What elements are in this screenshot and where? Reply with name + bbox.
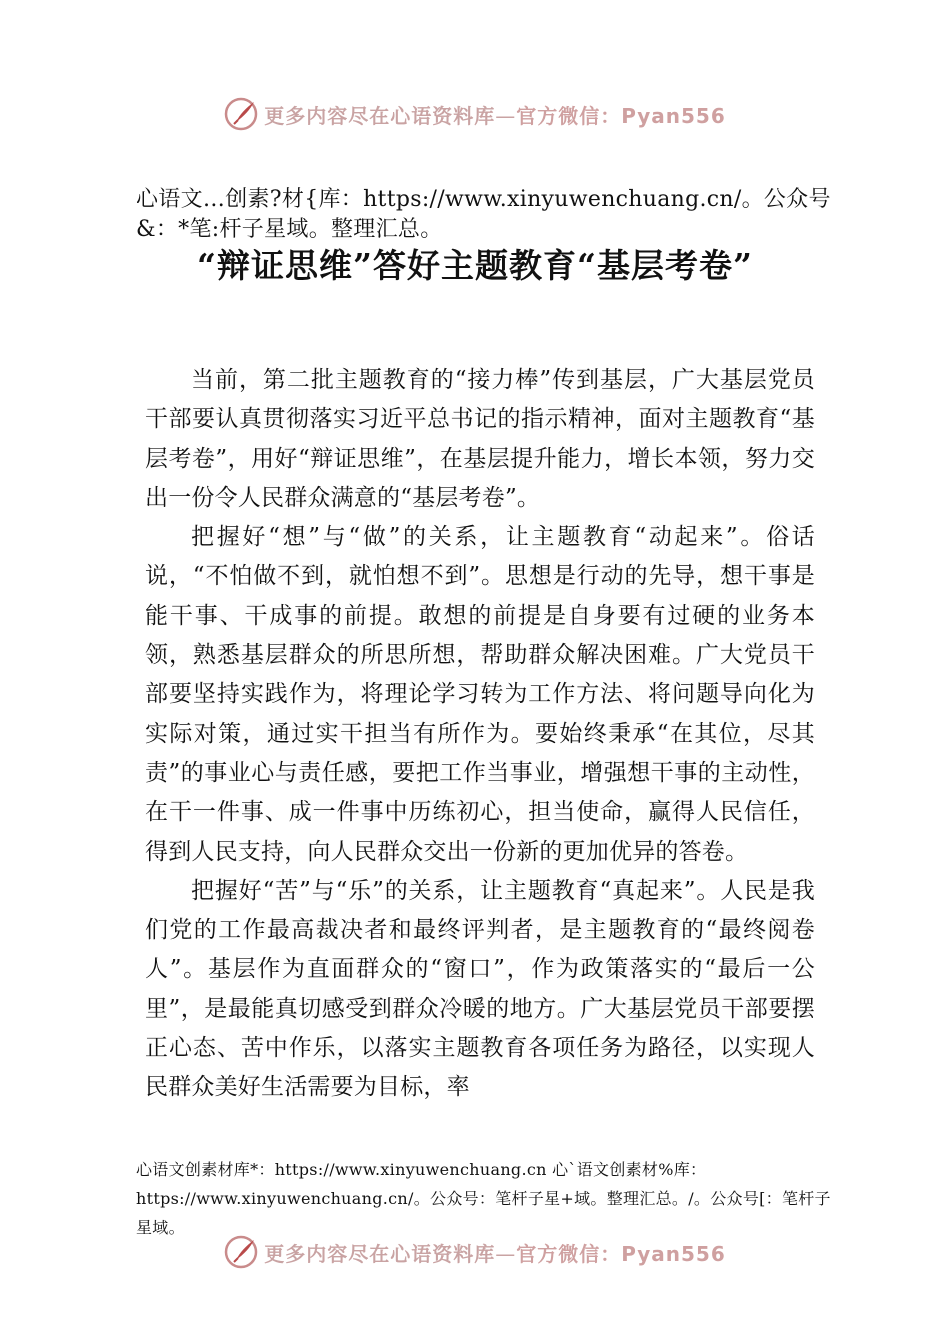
paragraph-3: 把握好“苦”与“乐”的关系，让主题教育“真起来”。人民是我们党的工作最高裁决者和最终评判者，是主题教育的“最终阅卷人”。基层作为直面群众的“窗口”，作为政策落实的“最后一公里”，是最能真切感受到群众冷暖的地方。广大基层党员干部要摆正心态、苦中作乐，以落实主题教育各项任务为路径，以实现人民群众美好生活需要为目标，率 — [145, 877, 815, 1101]
quill-logo-icon — [224, 1234, 260, 1270]
source-note-footer: 心语文创素材库*：https://www.xinyuwenchuang.cn 心`语文创素材%库：https://www.xinyuwenchuang.cn/。公众号：笔杆子星+域。整理汇总。/。公众号[：笔杆子星域。 — [136, 1160, 831, 1237]
watermark-wechat-label: 官方微信： — [516, 103, 622, 128]
watermark-wechat-label: 官方微信： — [516, 1241, 622, 1266]
watermark-site: 更多内容尽在心语资料库 — [264, 103, 496, 128]
watermark-text — [264, 1238, 726, 1267]
article-body — [145, 361, 815, 1108]
watermark-text — [264, 100, 726, 129]
watermark-dash: — — [495, 103, 517, 128]
top-watermark-banner — [0, 94, 950, 134]
watermark-site: 更多内容尽在心语资料库 — [264, 1241, 496, 1266]
document-title: “辩证思维”答好主题教育“基层考卷” — [197, 246, 753, 285]
watermark-wechat-id: Pyan556 — [621, 103, 726, 128]
bottom-watermark-banner — [0, 1232, 950, 1272]
quill-logo-icon — [224, 96, 260, 132]
paragraph-2: 把握好“想”与“做”的关系，让主题教育“动起来”。俗话说，“不怕做不到，就怕想不到”。思想是行动的先导，想干事是能干事、干成事的前提。敢想的前提是自身要有过硬的业务本领，熟悉基层群众的所思所想，帮助群众解决困难。广大党员干部要坚持实践作为，将理论学习转为工作方法、将问题导向化为实际对策，通过实干担当有所作为。要始终秉承“在其位，尽其责”的事业心与责任感，要把工作当事业，增强想干事的主动性，在干一件事、成一件事中历练初心，担当使命，赢得人民信任，得到人民支持，向人民群众交出一份新的更加优异的答卷。 — [145, 524, 815, 865]
watermark-wechat-id: Pyan556 — [621, 1241, 726, 1266]
watermark-dash: — — [495, 1241, 517, 1266]
source-note-header: 心语文…创素?材{库：https://www.xinyuwenchuang.cn/。公众号&：*笔:杆子星域。整理汇总。 — [136, 187, 831, 242]
paragraph-1: 当前，第二批主题教育的“接力棒”传到基层，广大基层党员干部要认真贯彻落实习近平总书记的指示精神，面对主题教育“基层考卷”，用好“辩证思维”，在基层提升能力，增长本领，努力交出一份令人民群众满意的“基层考卷”。 — [145, 367, 815, 511]
